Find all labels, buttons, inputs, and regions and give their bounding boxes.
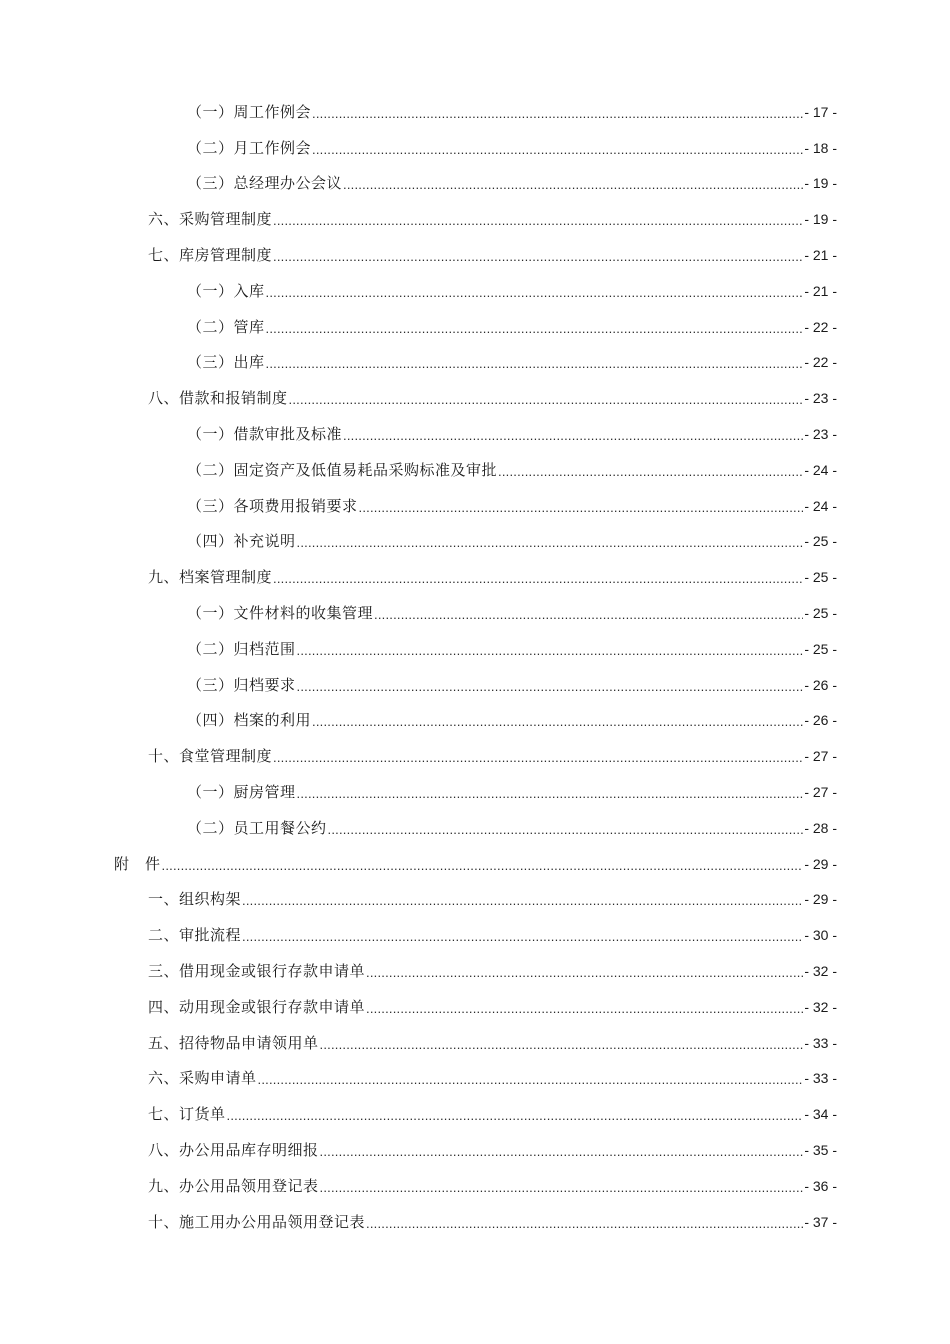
toc-entry-page-number: - 32 -: [804, 963, 837, 980]
toc-entry[interactable]: [0, 1132, 950, 1168]
toc-dot-leader: [297, 639, 804, 659]
toc-dot-leader: [297, 782, 804, 802]
toc-entry-page-number: - 21 -: [804, 282, 837, 299]
toc-dot-leader: [320, 1140, 804, 1160]
toc-entry[interactable]: [0, 953, 950, 989]
toc-entry-title: （二）归档范围: [187, 639, 296, 658]
toc-entry[interactable]: [0, 989, 950, 1025]
toc-entry-title: 八、办公用品库存明细报: [148, 1141, 319, 1159]
toc-entry-page-number: - 27 -: [804, 784, 837, 801]
toc-entry[interactable]: [0, 488, 950, 524]
toc-entry-title: （一）厨房管理: [187, 783, 296, 802]
toc-dot-leader: [227, 1104, 804, 1124]
toc-entry-title: 六、采购申请单: [148, 1069, 257, 1088]
toc-dot-leader: [359, 496, 804, 516]
toc-entry-page-number: - 33 -: [804, 1070, 837, 1087]
toc-entry-page-number: - 27 -: [804, 748, 837, 765]
toc-entry-page-number: - 19 -: [804, 175, 837, 192]
toc-entry-page-number: - 19 -: [804, 211, 837, 228]
toc-entry-title: 三、借用现金或银行存款申请单: [148, 962, 366, 981]
toc-entry[interactable]: [0, 166, 950, 202]
toc-entry-page-number: - 37 -: [804, 1213, 837, 1230]
toc-dot-leader: [297, 675, 804, 695]
toc-entry[interactable]: [0, 237, 950, 273]
toc-entry[interactable]: [0, 631, 950, 667]
toc-entry-title: 二、审批流程: [148, 926, 242, 945]
toc-dot-leader: [343, 173, 803, 193]
toc-entry[interactable]: [0, 1096, 950, 1132]
toc-entry-title: 十、食堂管理制度: [148, 747, 273, 766]
toc-entry-title: （三）出库: [187, 353, 265, 372]
toc-entry-title: （三）归档要求: [187, 675, 296, 694]
toc-entry-title: （二）管库: [187, 317, 265, 336]
toc-entry-page-number: - 22 -: [804, 318, 837, 335]
toc-dot-leader: [266, 281, 804, 301]
toc-entry-page-number: - 23 -: [804, 426, 837, 443]
toc-entry[interactable]: [0, 524, 950, 560]
toc-entry-title: 四、动用现金或银行存款申请单: [148, 997, 366, 1016]
toc-entry-page-number: - 30 -: [804, 927, 837, 944]
toc-dot-leader: [328, 818, 804, 838]
toc-entry[interactable]: [0, 1168, 950, 1204]
toc-dot-leader: [366, 997, 803, 1017]
toc-entry[interactable]: [0, 309, 950, 345]
toc-entry[interactable]: [0, 810, 950, 846]
toc-entry-title: 七、库房管理制度: [148, 246, 273, 265]
toc-entry-page-number: - 28 -: [804, 819, 837, 836]
toc-entry[interactable]: [0, 595, 950, 631]
toc-entry-title: 附 件: [114, 854, 161, 873]
toc-entry-title: （二）员工用餐公约: [187, 818, 327, 837]
toc-entry[interactable]: [0, 667, 950, 703]
toc-entry-page-number: - 29 -: [804, 891, 837, 908]
toc-dot-leader: [266, 352, 804, 372]
toc-entry[interactable]: [0, 273, 950, 309]
toc-entry-title: （一）周工作例会: [187, 102, 312, 121]
toc-entry[interactable]: [0, 1061, 950, 1097]
toc-dot-leader: [273, 567, 803, 587]
toc-entry-page-number: - 26 -: [804, 712, 837, 729]
toc-dot-leader: [273, 209, 803, 229]
toc-entry-page-number: - 21 -: [804, 247, 837, 264]
toc-entry-title: （二）月工作例会: [187, 138, 312, 157]
toc-entry-page-number: - 23 -: [804, 390, 837, 407]
toc-entry-page-number: - 25 -: [804, 605, 837, 622]
toc-entry[interactable]: [0, 130, 950, 166]
toc-dot-leader: [258, 1068, 804, 1088]
toc-dot-leader: [366, 1212, 803, 1232]
toc-dot-leader: [266, 317, 804, 337]
toc-entry-title: （二）固定资产及低值易耗品采购标准及审批: [187, 460, 498, 479]
toc-entry-title: （一）入库: [187, 281, 265, 300]
toc-entry[interactable]: [0, 1204, 950, 1240]
toc-entry-page-number: - 29 -: [804, 855, 837, 872]
toc-entry-page-number: - 25 -: [804, 569, 837, 586]
toc-entry[interactable]: [0, 559, 950, 595]
toc-entry[interactable]: [0, 846, 950, 882]
toc-entry-page-number: - 26 -: [804, 676, 837, 693]
toc-entry[interactable]: [0, 738, 950, 774]
toc-dot-leader: [242, 925, 803, 945]
toc-entry-title: （一）借款审批及标准: [187, 425, 343, 444]
toc-entry[interactable]: [0, 1025, 950, 1061]
toc-entry-title: 九、办公用品领用登记表: [148, 1176, 319, 1195]
toc-entry-page-number: - 25 -: [804, 533, 837, 550]
toc-entry[interactable]: [0, 94, 950, 130]
toc-dot-leader: [343, 424, 803, 444]
toc-dot-leader: [498, 460, 803, 480]
toc-entry-page-number: - 22 -: [804, 354, 837, 371]
toc-entry-page-number: - 17 -: [804, 103, 837, 120]
toc-entry-page-number: - 35 -: [804, 1142, 837, 1158]
toc-entry-page-number: - 32 -: [804, 998, 837, 1015]
toc-entry[interactable]: [0, 380, 950, 416]
toc-entry[interactable]: [0, 774, 950, 810]
toc-dot-leader: [374, 603, 803, 623]
toc-entry[interactable]: [0, 882, 950, 918]
toc-entry-page-number: - 24 -: [804, 497, 837, 514]
toc-dot-leader: [242, 889, 803, 909]
toc-dot-leader: [320, 1176, 804, 1196]
toc-entry[interactable]: [0, 452, 950, 488]
toc-entry-page-number: - 33 -: [804, 1034, 837, 1051]
toc-dot-leader: [366, 961, 803, 981]
table-of-contents: [0, 94, 950, 1240]
toc-entry-title: （三）总经理办公会议: [187, 174, 343, 193]
toc-entry[interactable]: [0, 416, 950, 452]
toc-entry-title: 六、采购管理制度: [148, 210, 273, 229]
toc-entry-title: 七、订货单: [148, 1105, 226, 1124]
toc-entry-title: （四）档案的利用: [187, 711, 312, 730]
toc-entry-page-number: - 18 -: [804, 139, 837, 156]
toc-dot-leader: [273, 245, 803, 265]
toc-entry-title: 八、借款和报销制度: [148, 389, 288, 408]
toc-dot-leader: [273, 746, 803, 766]
toc-entry-title: （四）补充说明: [187, 532, 296, 551]
toc-dot-leader: [289, 388, 804, 408]
toc-entry[interactable]: [0, 345, 950, 381]
toc-entry-title: 五、招待物品申请领用单: [148, 1033, 319, 1052]
toc-entry[interactable]: [0, 201, 950, 237]
toc-dot-leader: [312, 102, 803, 122]
toc-entry-title: （一）文件材料的收集管理: [187, 604, 374, 623]
toc-entry-page-number: - 34 -: [804, 1106, 837, 1123]
toc-dot-leader: [320, 1033, 804, 1053]
toc-entry[interactable]: [0, 703, 950, 739]
toc-entry-title: 十、施工用办公用品领用登记表: [148, 1212, 366, 1231]
toc-entry-title: （三）各项费用报销要求: [187, 496, 358, 515]
toc-entry-title: 九、档案管理制度: [148, 568, 273, 587]
toc-entry-page-number: - 24 -: [804, 461, 837, 478]
toc-entry-page-number: - 36 -: [804, 1177, 837, 1194]
toc-entry-page-number: - 25 -: [804, 640, 837, 657]
toc-dot-leader: [297, 531, 804, 551]
toc-dot-leader: [312, 138, 803, 158]
toc-entry[interactable]: [0, 917, 950, 953]
toc-entry-title: 一、组织构架: [148, 890, 242, 909]
toc-dot-leader: [162, 854, 804, 874]
toc-dot-leader: [312, 710, 803, 730]
